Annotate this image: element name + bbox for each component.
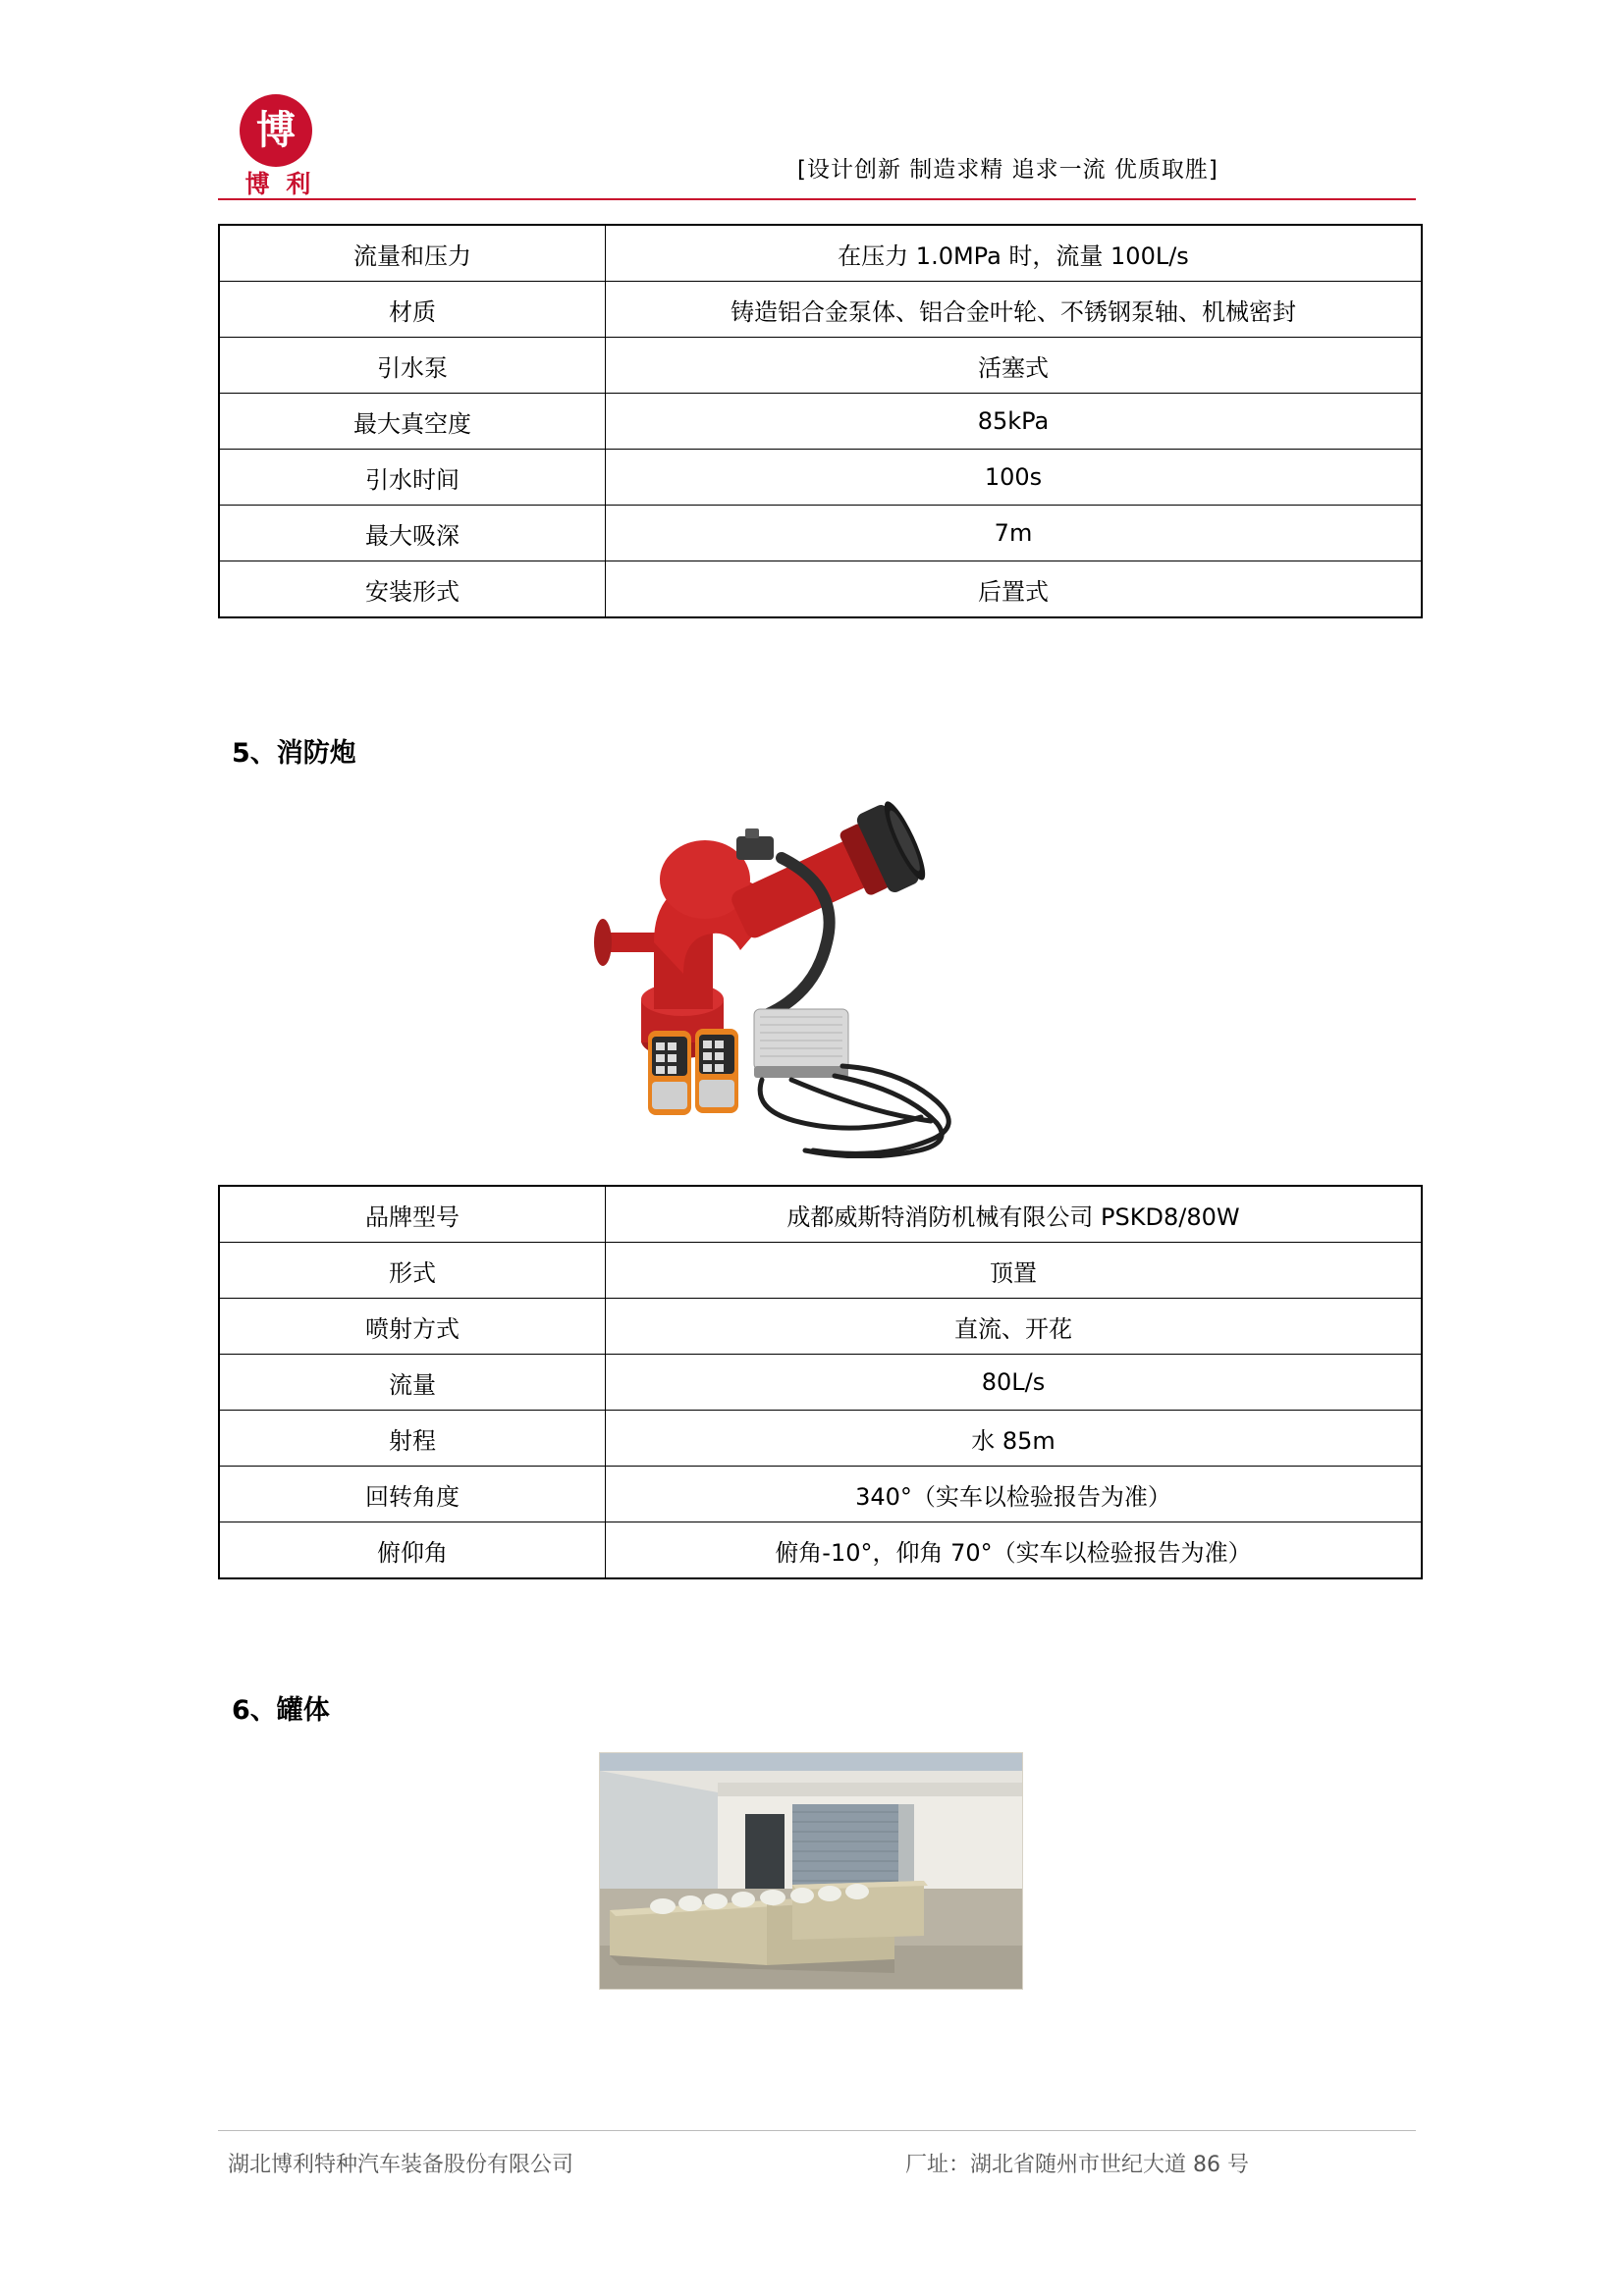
spec-label: 流量和压力: [219, 225, 606, 282]
fire-monitor-photo: [589, 785, 1031, 1158]
header-divider: [218, 198, 1416, 200]
spec-value: 100s: [606, 450, 1423, 506]
spec-label: 回转角度: [219, 1467, 606, 1522]
table-row: [219, 1243, 1422, 1299]
page-header: [218, 94, 1416, 197]
table-row: [219, 338, 1422, 394]
spec-label: 材质: [219, 282, 606, 338]
spec-value: 成都威斯特消防机械有限公司 PSKD8/80W: [606, 1186, 1423, 1243]
spec-value: 直流、开花: [606, 1299, 1423, 1355]
spec-value: 铸造铝合金泵体、铝合金叶轮、不锈钢泵轴、机械密封: [606, 282, 1423, 338]
spec-value: 85kPa: [606, 394, 1423, 450]
spec-label: 最大真空度: [219, 394, 606, 450]
table-row: [219, 1467, 1422, 1522]
spec-label: 喷射方式: [219, 1299, 606, 1355]
pump-spec-table: [218, 224, 1423, 618]
table-row: [219, 1299, 1422, 1355]
tank-photo: [599, 1752, 1023, 1990]
table-row: [219, 450, 1422, 506]
fire-monitor-spec-table: [218, 1185, 1423, 1579]
spec-label: 流量: [219, 1355, 606, 1411]
spec-label: 引水泵: [219, 338, 606, 394]
table-row: [219, 225, 1422, 282]
footer-divider: [218, 2130, 1416, 2131]
page-footer: [218, 2130, 1416, 2189]
spec-value: 俯角-10°，仰角 70°（实车以检验报告为准）: [606, 1522, 1423, 1579]
table-row: [219, 1186, 1422, 1243]
spec-value: 7m: [606, 506, 1423, 561]
spec-value: 在压力 1.0MPa 时，流量 100L/s: [606, 225, 1423, 282]
logo-wordmark: 博 利: [244, 170, 315, 198]
spec-label: 射程: [219, 1411, 606, 1467]
table-row: [219, 394, 1422, 450]
spec-label: 品牌型号: [219, 1186, 606, 1243]
table-row: [219, 506, 1422, 561]
spec-label: 引水时间: [219, 450, 606, 506]
spec-label: 形式: [219, 1243, 606, 1299]
table-row: [219, 1522, 1422, 1579]
spec-value: 后置式: [606, 561, 1423, 618]
spec-value: 340°（实车以检验报告为准）: [606, 1467, 1423, 1522]
section-heading-fire-monitor: 5、消防炮: [232, 738, 356, 769]
spec-value: 顶置: [606, 1243, 1423, 1299]
table-row: [219, 1355, 1422, 1411]
company-logo: [218, 94, 375, 198]
spec-label: 俯仰角: [219, 1522, 606, 1579]
table-row: [219, 282, 1422, 338]
spec-value: 水 85m: [606, 1411, 1423, 1467]
table-row: [219, 1411, 1422, 1467]
table-row: [219, 561, 1422, 618]
section-heading-tank: 6、罐体: [232, 1695, 330, 1726]
spec-label: 安装形式: [219, 561, 606, 618]
footer-address: 厂址：湖北省随州市世纪大道 86 号: [905, 2153, 1249, 2177]
spec-value: 活塞式: [606, 338, 1423, 394]
logo-badge-icon: 博: [240, 94, 312, 167]
spec-value: 80L/s: [606, 1355, 1423, 1411]
header-slogan: [设计创新 制造求精 追求一流 优质取胜]: [797, 157, 1218, 183]
footer-company-name: 湖北博利特种汽车装备股份有限公司: [228, 2153, 574, 2177]
spec-label: 最大吸深: [219, 506, 606, 561]
